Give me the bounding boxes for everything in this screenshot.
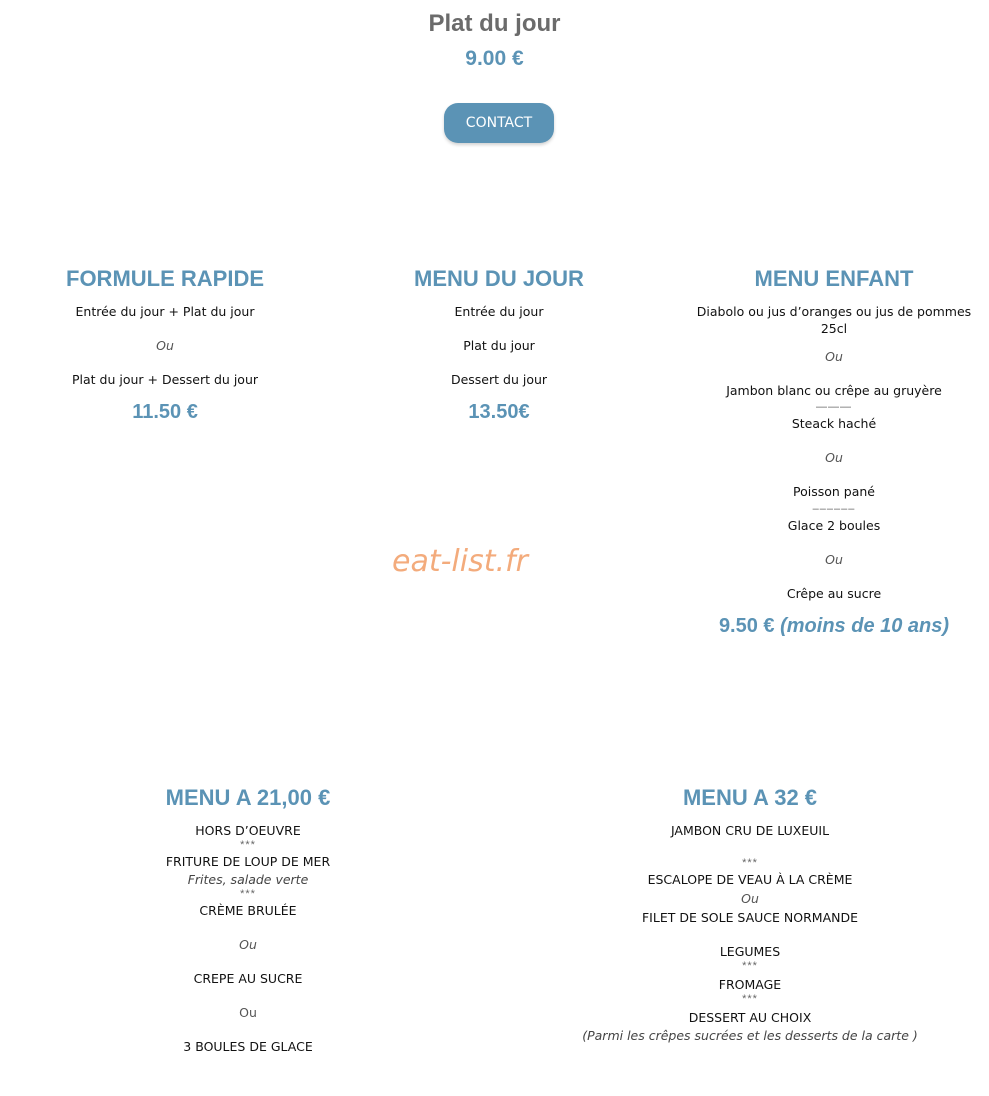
menu-enfant-separator-2: –––––– [812, 503, 856, 515]
formule-rapide-option-2: Plat du jour + Dessert du jour [71, 372, 259, 387]
menu-21-item-friture: FRITURE DE LOUP DE MER [165, 854, 331, 869]
contact-button[interactable]: CONTACT [444, 103, 554, 143]
eat-list-watermark: eat-list.fr [392, 544, 528, 579]
menu-du-jour-price: 13.50€ [468, 401, 530, 423]
formule-rapide-section [40, 266, 290, 424]
plat-du-jour-title: Plat du jour [428, 10, 561, 37]
menu-21-item-friture-note: Frites, salade verte [187, 872, 309, 887]
plat-du-jour-price: 9.00 € [465, 47, 524, 70]
menu-enfant-starter: Jambon blanc ou crêpe au gruyère [726, 383, 942, 398]
menu-21-item-creme-brulee: CRÈME BRULÉE [199, 903, 297, 918]
menu-du-jour-dessert: Dessert du jour [450, 372, 548, 387]
menu-32-item-legumes: LEGUMES [719, 944, 781, 959]
menu-21-ou-2: Ou [239, 1005, 257, 1020]
menu-32-separator-3: *** [742, 993, 758, 1005]
menu-21-separator-2: *** [240, 888, 256, 900]
menu-enfant-dessert-2: Crêpe au sucre [786, 586, 882, 601]
menu-du-jour-plat: Plat du jour [463, 338, 535, 353]
menu-32-item-jambon: JAMBON CRU DE LUXEUIL [670, 823, 830, 838]
menu-enfant-separator-1: ——— [816, 401, 852, 413]
menu-32-item-fromage: FROMAGE [718, 977, 782, 992]
menu-32-item-sole: FILET DE SOLE SAUCE NORMANDE [641, 910, 858, 925]
menu-21-item-glace: 3 BOULES DE GLACE [183, 1039, 313, 1054]
menu-32-separator-1: *** [742, 857, 758, 869]
menu-32-separator-2: *** [742, 960, 758, 972]
menu-21-separator-1: *** [240, 839, 256, 851]
menu-enfant-main-2: Poisson pané [793, 484, 875, 499]
menu-enfant-price: 9.50 € [718, 615, 775, 637]
formule-rapide-title: FORMULE RAPIDE [66, 266, 264, 291]
menu-32-item-escalope: ESCALOPE DE VEAU À LA CRÈME [647, 872, 853, 887]
formule-rapide-price: 11.50 € [132, 401, 198, 423]
menu-enfant-age-note: (moins de 10 ans) [780, 615, 950, 637]
formule-rapide-option-1: Entrée du jour + Plat du jour [75, 304, 255, 319]
menu-21-item-hors-doeuvre: HORS D’OEUVRE [195, 823, 301, 838]
menu-du-jour-title: MENU DU JOUR [414, 266, 584, 291]
menu-enfant-title: MENU ENFANT [754, 266, 914, 291]
menu-enfant-drink: Diabolo ou jus d’oranges ou jus de pommes [696, 304, 972, 319]
menu-21-item-crepe: CREPE AU SUCRE [193, 971, 303, 986]
menu-32-item-dessert: DESSERT AU CHOIX [688, 1010, 812, 1025]
menu-32-ou-1: Ou [741, 891, 759, 906]
formule-rapide-ou: Ou [156, 338, 174, 353]
menu-enfant-ou-3: Ou [825, 552, 843, 567]
menu-32-section [570, 785, 930, 1044]
menu-du-jour-entree: Entrée du jour [454, 304, 544, 319]
menu-32-item-dessert-note: (Parmi les crêpes sucrées et les desserts de la carte ) [582, 1028, 918, 1043]
menu-enfant-section [684, 266, 984, 638]
menu-enfant-main-1: Steack haché [791, 416, 877, 431]
menu-21-section [98, 785, 398, 1055]
menu-enfant-dessert-1: Glace 2 boules [787, 518, 881, 533]
menu-32-title: MENU A 32 € [682, 785, 818, 810]
menu-enfant-price-line [684, 615, 984, 638]
menu-enfant-drink-size: 25cl [820, 321, 848, 336]
menu-enfant-ou-2: Ou [825, 450, 843, 465]
menu-21-title: MENU A 21,00 € [165, 785, 331, 810]
menu-21-ou-1: Ou [239, 937, 257, 952]
menu-du-jour-section [374, 266, 624, 424]
menu-enfant-ou-1: Ou [825, 349, 843, 364]
